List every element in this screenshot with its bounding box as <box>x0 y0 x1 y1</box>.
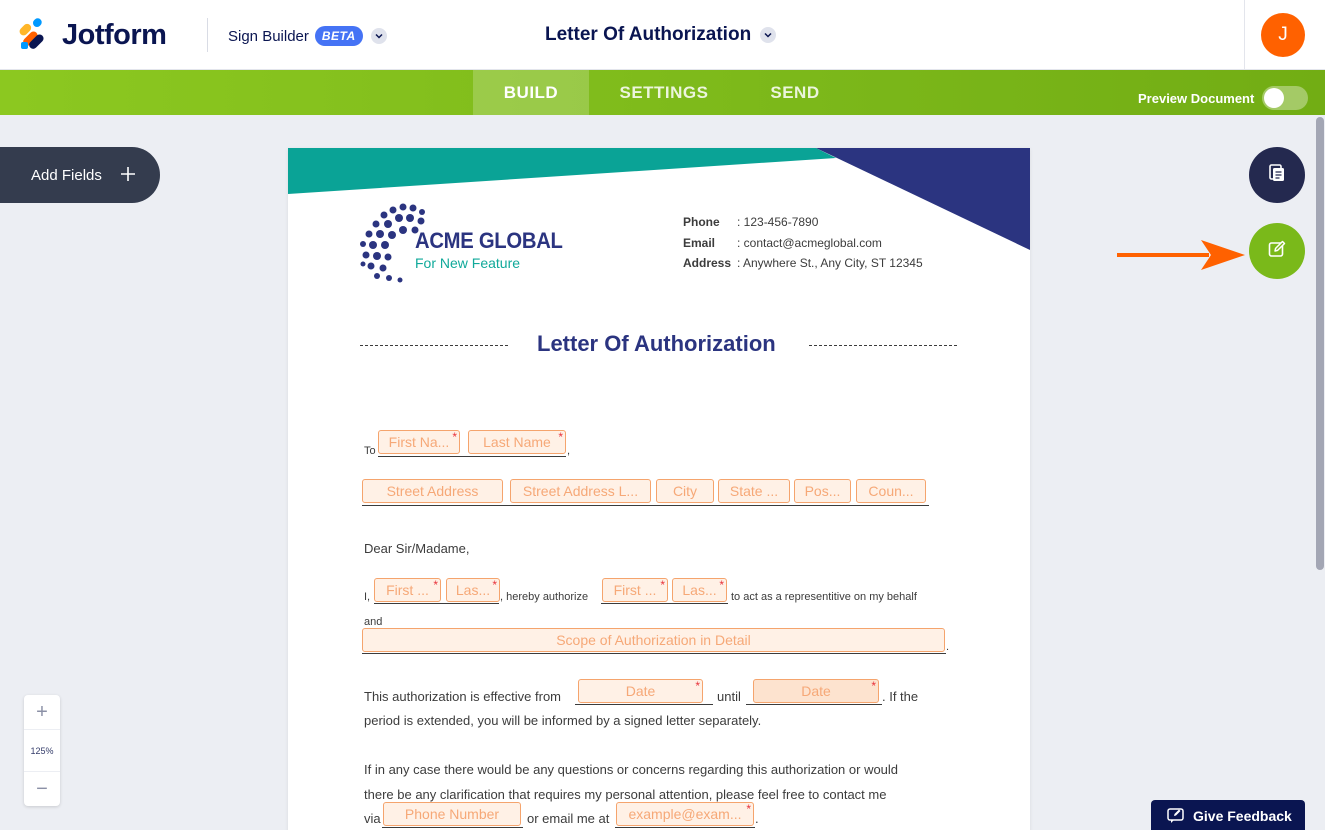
feedback-icon <box>1167 808 1185 824</box>
field-label: State ... <box>729 483 779 499</box>
underline <box>746 704 882 705</box>
field-label: example@exam... <box>628 806 742 822</box>
hereby-label: hereby authorize <box>506 591 589 603</box>
via-label: via <box>364 811 381 826</box>
pages-icon <box>1267 163 1287 188</box>
or-email-text: or email me at <box>527 811 610 826</box>
questions-text-1: If in any case there would be any questions or concerns regarding this authorization or would <box>364 762 899 777</box>
scope-field[interactable] <box>362 628 945 652</box>
state-field[interactable] <box>718 479 790 503</box>
postal-code-field[interactable] <box>794 479 851 503</box>
add-fields-button[interactable] <box>0 147 160 203</box>
toggle-switch[interactable] <box>1262 86 1308 110</box>
agent-first-name-field[interactable] <box>602 578 668 602</box>
beta-badge: BETA <box>315 26 363 46</box>
comma: , <box>500 591 504 603</box>
address-label: Address <box>683 256 732 271</box>
zoom-control <box>24 695 60 806</box>
document-title-menu[interactable] <box>545 24 776 46</box>
app-switcher[interactable] <box>228 26 387 46</box>
company-name: ACME GLOBAL <box>415 228 563 253</box>
hereby-text <box>500 591 588 603</box>
field-label: Las... <box>455 582 491 598</box>
underline <box>601 603 728 604</box>
street-address-field[interactable] <box>362 479 503 503</box>
edit-icon <box>1267 239 1287 264</box>
logo-text: Jotform <box>62 18 167 51</box>
document-title: Letter Of Authorization <box>545 24 752 45</box>
underline <box>615 827 755 828</box>
toggle-knob <box>1264 88 1284 108</box>
email-value: : contact@acmeglobal.com <box>737 235 882 250</box>
arrow-right-icon <box>1117 238 1247 272</box>
required-mark: * <box>871 679 876 693</box>
if-the-text: . If the <box>882 689 919 704</box>
feedback-label: Give Feedback <box>1193 808 1292 824</box>
chevron-down-icon[interactable] <box>371 28 387 44</box>
contact-info <box>683 212 923 274</box>
pages-button[interactable] <box>1249 147 1305 203</box>
underline <box>378 456 566 457</box>
street-address-line2-field[interactable] <box>510 479 651 503</box>
top-bar <box>0 0 1325 70</box>
effective-from-text: This authorization is effective from <box>364 689 562 704</box>
grantor-last-name-field[interactable] <box>446 578 500 602</box>
chevron-down-icon[interactable] <box>760 27 776 43</box>
and-label: and <box>364 616 383 628</box>
divider <box>360 345 508 346</box>
field-label: First Na... <box>388 434 450 450</box>
edit-button[interactable] <box>1249 223 1305 279</box>
divider <box>207 18 208 52</box>
i-label: I, <box>364 591 371 603</box>
divider <box>1244 0 1245 70</box>
field-label: Coun... <box>868 483 914 499</box>
country-field[interactable] <box>856 479 926 503</box>
comma: , <box>567 445 571 457</box>
required-mark: * <box>746 802 751 816</box>
agent-last-name-field[interactable] <box>672 578 727 602</box>
phone-value: : 123-456-7890 <box>737 215 819 230</box>
field-label: First ... <box>613 582 657 598</box>
jotform-logo-icon <box>18 18 50 52</box>
preview-document-toggle[interactable] <box>1138 86 1308 110</box>
underline <box>362 505 929 506</box>
act-as-text: to act as a representitive on my behalf <box>731 591 917 603</box>
to-label: To <box>364 445 376 457</box>
period-extended-text: period is extended, you will be informed by a signed letter separately. <box>364 713 762 728</box>
zoom-out-button[interactable]: − <box>36 777 48 800</box>
underline <box>575 704 713 705</box>
required-mark: * <box>433 578 438 592</box>
address-value: : Anywhere St., Any City, ST 12345 <box>737 256 923 271</box>
field-label: Phone Number <box>404 806 500 822</box>
letter-title: Letter Of Authorization <box>537 331 776 356</box>
tab-settings[interactable]: SETTINGS <box>619 82 709 102</box>
required-mark: * <box>660 578 665 592</box>
avatar[interactable]: J <box>1261 13 1305 57</box>
document-page <box>288 148 1030 830</box>
give-feedback-button[interactable] <box>1151 800 1305 830</box>
field-label: Last Name <box>483 434 551 450</box>
jotform-logo[interactable] <box>18 18 166 52</box>
last-name-field[interactable] <box>468 430 566 454</box>
grantor-first-name-field[interactable] <box>374 578 441 602</box>
tab-send[interactable]: SEND <box>770 82 820 102</box>
zoom-level: 125% <box>24 729 60 772</box>
tab-build[interactable]: BUILD <box>473 70 589 115</box>
field-label: City <box>672 483 698 499</box>
salutation: Dear Sir/Madame, <box>364 541 470 556</box>
first-name-field[interactable] <box>378 430 460 454</box>
required-mark: * <box>492 578 497 592</box>
preview-label: Preview Document <box>1138 90 1255 106</box>
field-label: First ... <box>386 582 429 598</box>
underline <box>374 603 499 604</box>
period: . <box>755 811 759 826</box>
underline <box>382 827 523 828</box>
divider <box>809 345 957 346</box>
zoom-in-button[interactable]: + <box>36 700 48 723</box>
scrollbar[interactable] <box>1316 117 1324 570</box>
required-mark: * <box>558 430 563 444</box>
period: . <box>946 641 950 653</box>
add-fields-label: Add Fields <box>31 166 102 184</box>
required-mark: * <box>719 578 724 592</box>
underline <box>362 653 946 654</box>
city-field[interactable] <box>656 479 714 503</box>
required-mark: * <box>695 679 700 693</box>
field-label: Pos... <box>804 483 841 499</box>
until-text: until <box>717 689 741 704</box>
email-label: Email <box>683 235 716 250</box>
required-mark: * <box>452 430 457 444</box>
plus-icon <box>120 163 136 187</box>
field-label: Date <box>801 683 831 699</box>
email-field[interactable] <box>616 802 754 826</box>
builder-nav <box>0 70 1325 115</box>
questions-text-2: there be any clarification that requires my personal attention, please feel free to contact me <box>364 787 887 802</box>
field-label: Street Address L... <box>522 483 639 499</box>
phone-number-field[interactable] <box>383 802 521 826</box>
field-label: Las... <box>682 582 717 598</box>
company-tagline: For New Feature <box>415 255 521 271</box>
field-label: Date <box>625 683 656 699</box>
app-name: Sign Builder <box>228 27 309 45</box>
phone-label: Phone <box>683 215 720 230</box>
field-label: Scope of Authorization in Detail <box>556 632 751 648</box>
field-label: Street Address <box>386 483 479 499</box>
date-from-field[interactable] <box>578 679 703 703</box>
date-until-field[interactable] <box>753 679 879 703</box>
